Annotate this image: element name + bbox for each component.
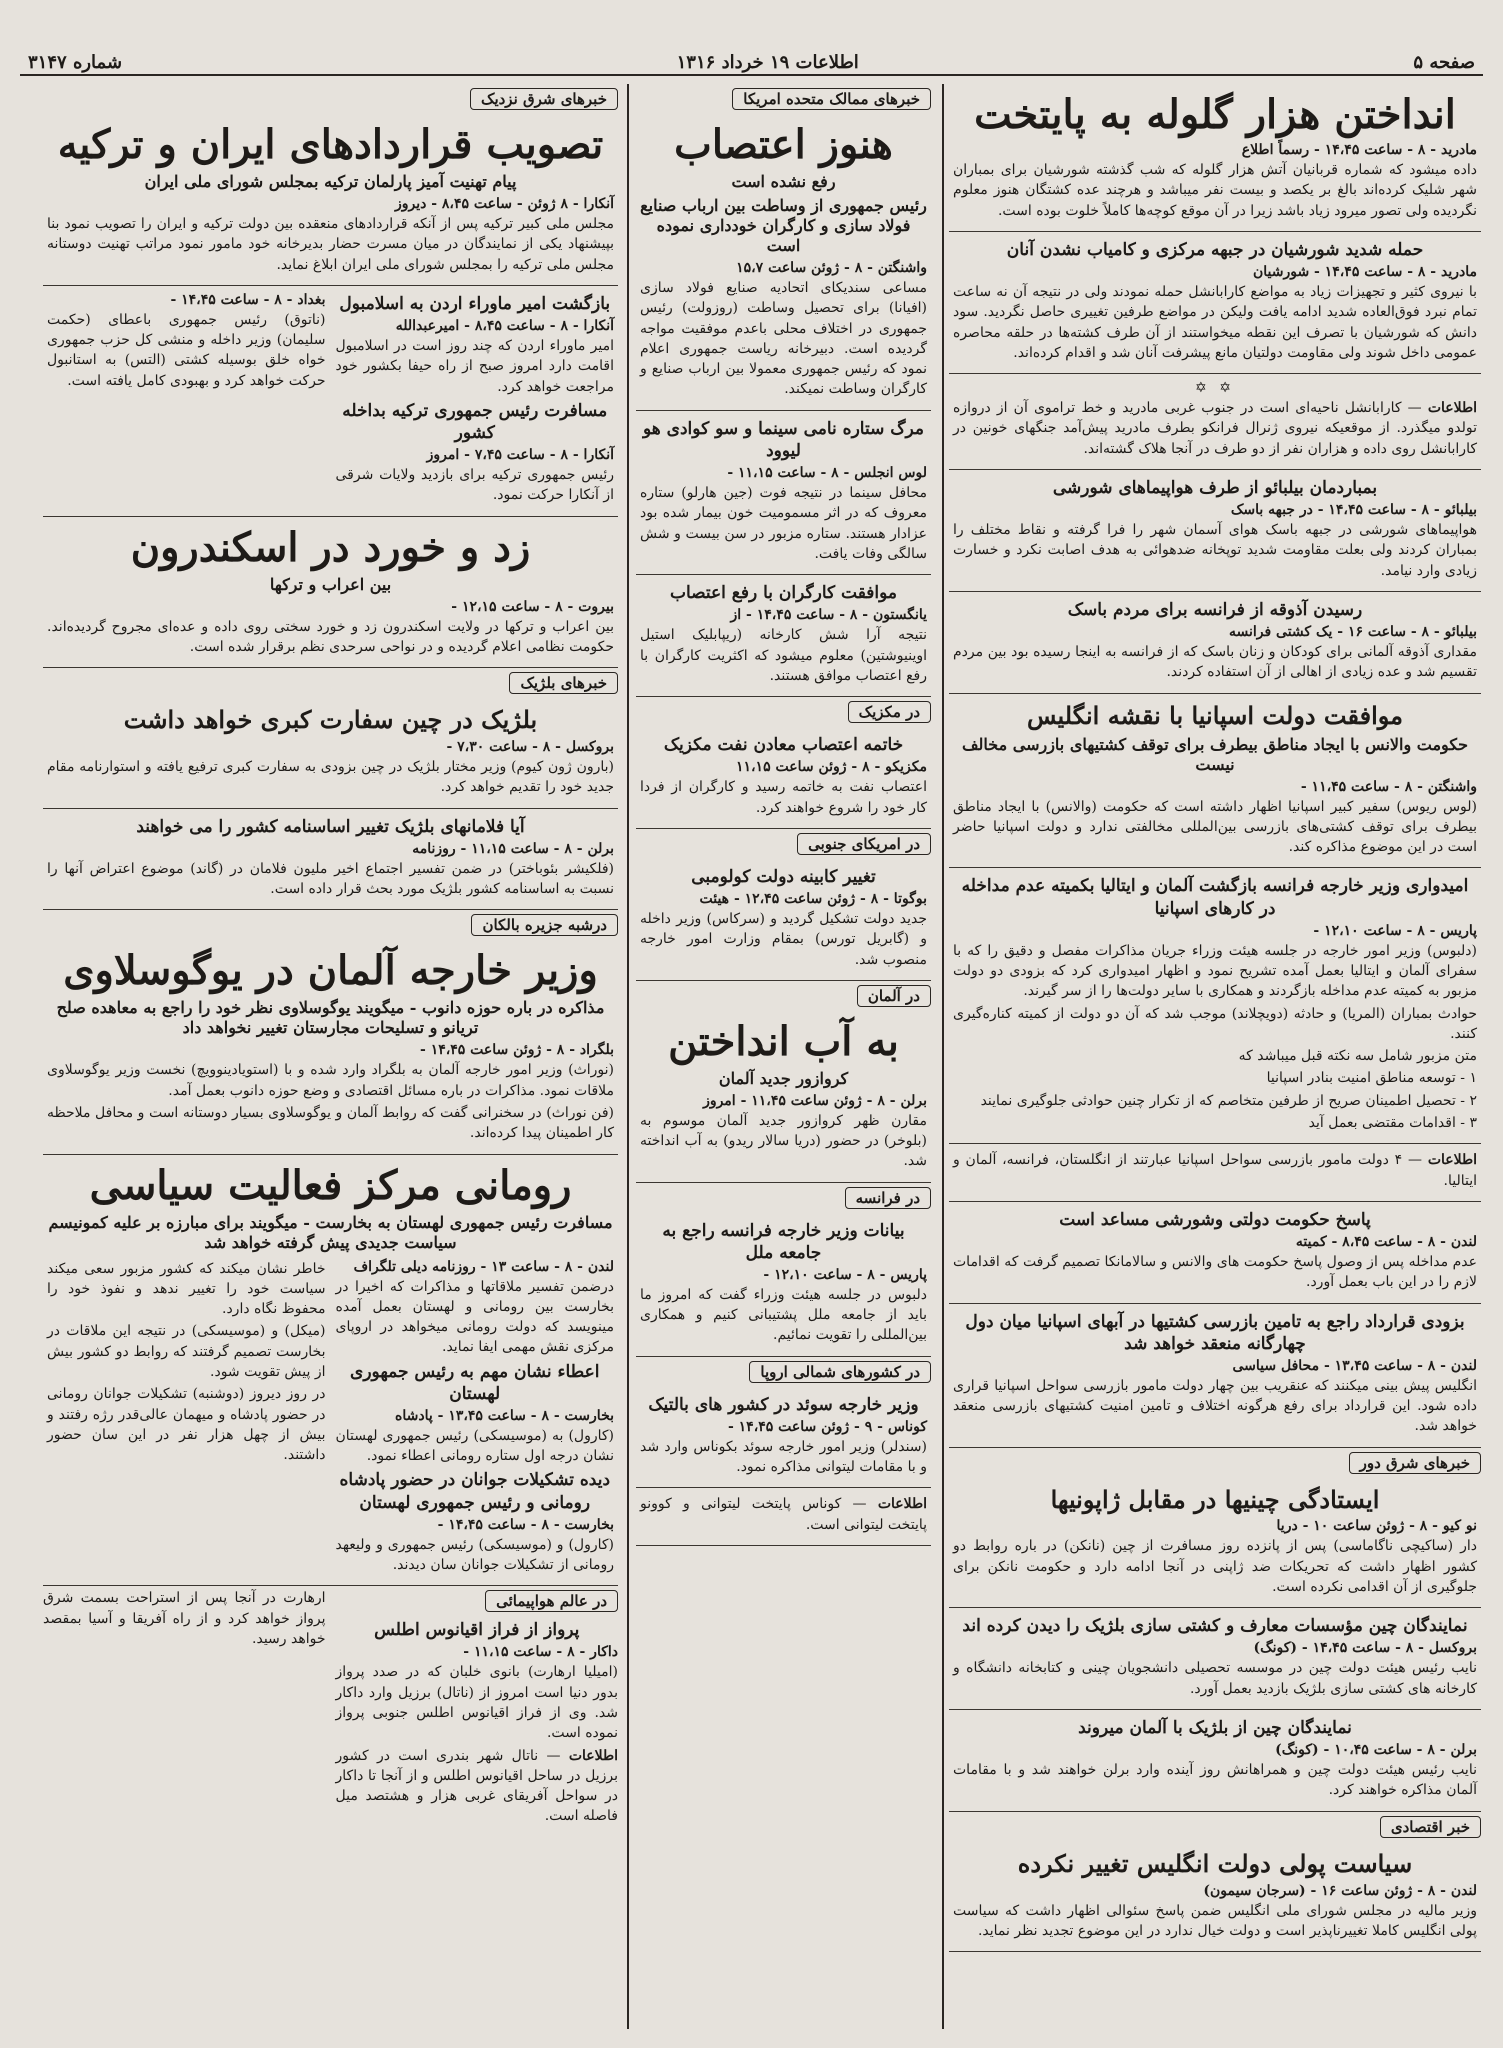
headline: مرگ ستاره نامی سینما و سو کوادی هو لیوود bbox=[643, 418, 924, 461]
article-body-extra: ارهارت در آنجا پس از استراحت بسمت شرق پرواز خواهد کرد و از راه آفریقا و آسیا بمقصد خواهد رسید. bbox=[43, 1590, 326, 1647]
info-label: اطلاعات bbox=[1427, 400, 1477, 417]
sub-column bbox=[47, 1257, 326, 1578]
headline: بلژیک در چین سفارت کبری خواهد داشت bbox=[123, 705, 538, 735]
dateline: برلن - ۸ - ساعت ۱۱،۱۵ - روزنامه bbox=[412, 840, 614, 857]
info-body: — کوناس پایتخت لیتوانی و کوونو پایتخت لیتوانی است. bbox=[640, 1496, 927, 1533]
article-body: (کارول) و (موسیسکی) رئیس جمهوری و ولیعهد رومانی از تشکیلات جوانان سان دیدند. bbox=[335, 1536, 614, 1573]
article-info-carabanchel bbox=[949, 374, 1481, 470]
article-iskenderun bbox=[43, 517, 618, 669]
headline: حمله شدید شورشیان در جبهه مرکزی و کامیاب نشدن آنان bbox=[1006, 239, 1424, 260]
kicker: حکومت والانس با ایجاد مناطق بیطرف برای توقف کشتیهای بازرسی مخالف نیست bbox=[961, 734, 1469, 774]
dateline: لندن - ۸ - ژوئن ساعت ۱۶ - (سرجان سیمون) bbox=[1203, 1882, 1477, 1899]
dateline: مکزیکو - ۸ - ژوئن ساعت ۱۱،۱۵ bbox=[736, 759, 927, 776]
headline: وزیر خارجه آلمان در یوگوسلاوی bbox=[63, 947, 598, 995]
dateline: لندن - ۸ - ساعت ۸،۴۵ - کمیته bbox=[1295, 1233, 1477, 1250]
info-block bbox=[953, 398, 1477, 459]
article-body: (امیلیا ارهارت) بانوی خلبان که در صدد پرواز بدور دنیا است امروز از (ناتال) برزیل وارد داکار شد. وی از فراز اقیانوس اطلس جنوبی پرواز نموده است. bbox=[335, 1664, 618, 1742]
right-column bbox=[949, 84, 1481, 2029]
headline: امیدواری وزیر خارجه فرانسه بازگشت آلمان و ایتالیا بکمیته عدم مداخله در کارهای اسپانیا bbox=[961, 876, 1469, 919]
headline: بازگشت امیر ماوراء اردن به اسلامبول bbox=[339, 293, 611, 314]
article-food-aid bbox=[949, 592, 1481, 694]
dateline: بوگوتا - ۸ - ژوئن ساعت ۱۲،۴۵ - هیئت bbox=[699, 890, 927, 907]
article-body: (دلبوس) وزیر امور خارجه در جلسه هیئت وزراء جریان مذاکرات مفصل و دقیق را که با سفرای آلمان و ایتالیا بعمل آمده تشریح نمود و اظهار امیدواری کرد که بزودی دو دولت مزبور به کمیته عدم مداخله بازگردند و همکاری با سایر دولت‌ها را از سر گیرند. bbox=[953, 942, 1477, 1000]
article-body: دلبوس در جلسه هیئت وزراء گفت که امروز ما باید از جامعه ملل پشتیبانی کنیم و همکاری بین‌المللی را تقویت نمائیم. bbox=[640, 1286, 927, 1344]
sub-column bbox=[336, 1257, 615, 1578]
article-pound bbox=[949, 1842, 1481, 1952]
article-body: (میکل) و (موسیسکی) در نتیجه این ملاقات در بخارست تصمیم گرفتند که روابط دو کشور بیش از پیش تقویت شود. bbox=[47, 1323, 326, 1380]
article-body: (ناتوق) رئیس جمهوری باعطای (حکمت سلیمان) وزیر داخله و منشی کل حزب جمهوری خواه خلق بوسیله کشتی (التس) به استانبول حرکت خواهد کرد و بهبودی کامل یافته است. bbox=[47, 311, 326, 389]
article-belgium-china bbox=[43, 698, 618, 808]
kicker: رفع نشده است bbox=[731, 172, 836, 191]
article-body: نایب رئیس هیئت دولت چین در موسسه تحصیلی دانشجویان چینی و کتابخانه دانشگاه و کارخانه های کشتی سازی بلژیک بازدید بعمل آورد. bbox=[953, 1660, 1477, 1697]
article-bilbao bbox=[949, 470, 1481, 592]
info-block bbox=[953, 1150, 1477, 1191]
article-body: (بارون ژون کیوم) وزیر مختار بلژیک در چین بزودی به سفارت کبری ترفیع یافته و استوارنامه مقام جدید خود را تقدیم خواهد کرد. bbox=[47, 759, 614, 796]
article-info-kaunas bbox=[636, 1488, 931, 1546]
middle-column bbox=[636, 84, 931, 2029]
headline: سیاست پولی دولت انگلیس تغییر نکرده bbox=[1017, 1848, 1413, 1878]
article-body-extra: خاطر نشان میکند که کشور مزبور سعی میکند سیاست خود را تغییر ندهد و نفوذ خود را محفوظ نگاه دارد. bbox=[47, 1260, 326, 1318]
article-body: (سندلر) وزیر امور خارجه سوئد بکوناس وارد شد و با مقامات لیتوانی مذاکره نمود. bbox=[640, 1438, 927, 1476]
article-central-front bbox=[949, 232, 1481, 374]
article-body: داده میشود که شماره قربانیان آتش هزار گلوله که شب گذشته شورشیان برای بمباران شهر شلیک کرده‌اند بالغ بر یکصد و بیست نفر میباشد و هرچند عده کشتگان هنوز معلوم نگردیده ولی تصور میرود زیاد باشد زیرا در آن موقع کوچه‌ها کاملاً خلوت بوده است. bbox=[953, 162, 1477, 219]
headline: زد و خورد در اسکندرون bbox=[130, 523, 531, 571]
dateline: لندن - ۸ - ساعت ۱۳ - روزنامه دیلی تلگراف bbox=[353, 1258, 614, 1275]
article-split bbox=[43, 1586, 618, 1828]
headline: آیا فلامانهای بلژیک تغییر اساسنامه کشور را می خواهند bbox=[136, 816, 525, 837]
dateline: لندن - ۸ - ساعت ۱۳،۴۵ - محافل سیاسی bbox=[1232, 1357, 1477, 1374]
dateline: مادرید - ۸ - ساعت ۱۴،۴۵ - رسماً اطلاع bbox=[1241, 142, 1477, 158]
article-actress bbox=[636, 411, 931, 575]
dateline: بیلبائو - ۸ - ساعت ۱۶ - یک کشتی فرانسه bbox=[1228, 624, 1477, 641]
dateline: بیلبائو - ۸ - ساعت ۱۴،۴۵ - در جبهه باسک bbox=[1230, 502, 1477, 519]
kicker: رئیس جمهوری از وساطت بین ارباب صنایع فولاد سازی و کارگران خودداری نموده است bbox=[640, 196, 927, 255]
article-sweden bbox=[636, 1387, 931, 1489]
article-body: مجلس ملی کبیر ترکیه پس از آنکه قراردادهای منعقده بین دولت ترکیه و ایران را تصویب نمود بنا بپیشنهاد یکی از نمایندگان در میان مسرت حضار بدیرخانه خود مامور نمود مراتب تهنیت دوستانه مجلس ملی ترکیه را بمجلس شورای ملی ایران ابلاغ نماید. bbox=[47, 216, 614, 273]
article-body: (کارول) به (موسیسکی) رئیس جمهوری لهستان نشان درجه اول ستاره رومانی اعطاء نمود. bbox=[335, 1427, 614, 1465]
dateline: بروکسل - ۸ - ساعت ۷،۳۰ - bbox=[446, 739, 614, 756]
dateline: برلن - ۸ - ساعت ۱۰،۴۵ - (کونگ) bbox=[1275, 1742, 1477, 1759]
section-label: در عالم هواپیمائی bbox=[485, 1590, 618, 1612]
article-body-extra: حوادث بمباران (المریا) و حادثه (دویچلاند) موجب شد که آن دو دولت از کمیته کناره‌گیری کنند. bbox=[953, 1005, 1477, 1042]
article-strike bbox=[636, 114, 931, 411]
article-atlantic-cont bbox=[43, 1586, 326, 1828]
headline: موافقت دولت اسپانیا با نقشه انگلیس bbox=[1026, 700, 1404, 730]
point-item: ۱ - توسعه مناطق امنیت بنادر اسپانیا bbox=[1266, 1070, 1477, 1087]
section-wrap bbox=[636, 981, 931, 1011]
section-label: خبرهای ممالک متحده امریکا bbox=[732, 88, 931, 110]
section-wrap bbox=[636, 1357, 931, 1387]
section-label: در امریکای جنوبی bbox=[797, 833, 931, 855]
article-pair bbox=[43, 286, 618, 517]
section-wrap bbox=[636, 1183, 931, 1213]
article-body: هواپیماهای شورشی در جبهه باسک هوای آسمان شهر را فرا گرفته و نقاط مختلف را بمباران کردند ولی بعلت مقاومت شدید توپخانه ضدهوائی به هدف اصابت نکرد و خسارت زیادی وارد نیامد. bbox=[953, 522, 1477, 579]
headline: رومانی مرکز فعالیت سیاسی bbox=[89, 1161, 572, 1209]
article-china-germany bbox=[949, 1710, 1481, 1812]
section-wrap bbox=[949, 1812, 1481, 1842]
section-label: در کشورهای شمالی اروپا bbox=[749, 1361, 931, 1383]
article-colombia bbox=[636, 859, 931, 981]
kicker: بین اعراب و ترکها bbox=[269, 574, 392, 594]
section-label: خبر اقتصادی bbox=[1380, 1816, 1481, 1838]
dateline: آنکارا - ۸ ژوئن - ساعت ۸،۴۵ - دیروز bbox=[394, 196, 614, 212]
article-body: عدم مداخله پس از وصول پاسخ حکومت های والانس و سالامانکا تصمیم گرفت که اقدامات لازم را در این باب بعمل آورد. bbox=[953, 1253, 1477, 1291]
dateline: یانگستون - ۸ - ساعت ۱۴،۴۵ - از bbox=[730, 607, 927, 624]
article-romania bbox=[43, 1155, 618, 1587]
section-label: در آلمان bbox=[857, 985, 931, 1007]
info-label: اطلاعات bbox=[877, 1496, 928, 1513]
point-item: ۲ - تحصیل اطمینان صریح از طرفین متخاصم که از تکرار چنین حوادثی جلوگیری نمایند bbox=[980, 1092, 1477, 1109]
article-body: محافل سینما در نتیجه فوت (جین هارلو) ستاره معروف که در اثر مسمومیت خون بیمار شده بود عزادار هستند. ستاره مزبور در سن بیست و شش سالگی وفات یافت. bbox=[640, 484, 927, 562]
dateline: واشنگتن - ۸ - ژوئن ساعت ۱۵،۷ bbox=[736, 260, 927, 276]
article-replies bbox=[949, 1202, 1481, 1304]
article-body: دار (ساکیچی ناگاماسی) پس از پانزده روز مسافرت از چین (نانکن) در باره روابط دو کشور اظهار داشت که تحریکات ضد ژاپنی در آنجا ادامه دارد و حکومت نانکن برای جلوگیری از آن اقدامی نکرده است. bbox=[953, 1538, 1477, 1596]
article-agreement bbox=[949, 1304, 1481, 1448]
headline: بیانات وزیر خارجه فرانسه راجع به جامعه ملل bbox=[662, 1220, 905, 1263]
article-body: در روز دیروز (دوشنبه) تشکیلات جوانان رومانی در حضور پادشاه و میهمان عالی‌قدر رژه رفتند و بیش از چهل هزار نفر در این سان حضور داشتند. bbox=[47, 1386, 326, 1464]
dateline: آنکارا - ۸ - ساعت ۷،۴۵ - امروز bbox=[426, 447, 614, 464]
article-yugoslavia bbox=[43, 940, 618, 1154]
article-china-delegation bbox=[949, 1608, 1481, 1710]
article-body: نایب رئیس هیئت دولت چین و همراهانش روز آینده وارد برلن خواهند شد و با مقامات آلمان مذاکره خواهند کرد. bbox=[953, 1762, 1477, 1799]
dateline: بغداد - ۸ - ساعت ۱۴،۴۵ - bbox=[170, 291, 326, 308]
section-wrap bbox=[949, 1448, 1481, 1478]
headline: انداختن هزار گلوله به پایتخت bbox=[974, 91, 1456, 138]
article-split bbox=[47, 1257, 614, 1578]
dateline: برلن - ۸ - ژوئن ساعت ۱۱،۴۵ - امروز bbox=[703, 1092, 927, 1109]
article-body: نتیجه آرا شش کارخانه (ریپابلیک استیل اوینیوشتین) معلوم میشود که اکثریت کارگران با رفع اعتصاب موافق هستند. bbox=[640, 627, 927, 684]
info-body: — ۴ دولت مامور بازرسی سواحل اسپانیا عبارتند از انگلستان، فرانسه، آلمان و ایتالیا. bbox=[953, 1152, 1477, 1189]
section-wrap bbox=[43, 84, 618, 114]
points-intro: متن مزبور شامل سه نکته قبل میباشد که bbox=[1238, 1048, 1477, 1065]
article-body: جدید دولت تشکیل گردید و (سرکاس) وزیر داخله و (گابریل تورس) بمقام وزارت امور خارجه منصوب شد. bbox=[640, 910, 927, 968]
masthead-date: اطلاعات ۱۹ خرداد ۱۳۱۶ bbox=[676, 51, 859, 73]
article-body: (فلکیشر بئوباختر) در ضمن تفسیر اجتماع اخیر ملیون فلامان در (گاند) موضوع اعتراض آنها را نسبت به اساسنامه کشور بلژیک مورد بحث قرار داده است. bbox=[47, 860, 614, 898]
article-body: رئیس جمهوری ترکیه برای بازدید ولایات شرقی از آنکارا حرکت نمود. bbox=[335, 467, 614, 504]
headline: بزودی قرارداد راجع به تامین بازرسی کشتیها در آبهای اسپانیا میان دول چهارگانه منعقد خواهد شد bbox=[965, 1311, 1465, 1354]
section-label: خبرهای بلژیک bbox=[509, 672, 618, 694]
article-delbos bbox=[636, 1213, 931, 1357]
kicker: مسافرت رئیس جمهوری لهستان به بخارست - میگویند برای مبارزه بر علیه کمونیسم سیاست جدیدی پیش گرفته خواهد شد bbox=[48, 1212, 613, 1252]
article-china bbox=[949, 1478, 1481, 1609]
headline: موافقت کارگران با رفع اعتصاب bbox=[669, 583, 898, 604]
article-workers bbox=[636, 575, 931, 697]
article-treaties bbox=[43, 114, 618, 286]
headline: خاتمه اعتصاب معادن نفت مکزیک bbox=[663, 735, 904, 756]
section-wrap bbox=[43, 668, 618, 698]
dateline: بخارست - ۸ - ساعت ۱۴،۴۵ - bbox=[437, 1516, 614, 1533]
headline: اعطاء نشان مهم به رئیس جمهوری لهستان bbox=[350, 1361, 600, 1404]
article-launch bbox=[636, 1011, 931, 1183]
article-iraq bbox=[47, 290, 326, 508]
article-body: مقداری آذوقه آلمانی برای کودکان و زنان باسک که از فرانسه به اینجا رسیده بود بین مردم تقسیم شد و عده زیادی از اهالی از آن استفاده کردند. bbox=[953, 644, 1477, 681]
section-wrap bbox=[336, 1586, 619, 1616]
section-wrap bbox=[636, 697, 931, 727]
article-body: امیر ماوراء اردن که چند روز است در اسلامبول اقامت دارد امروز صبح از راه حیفا بکشور خود مراجعت خواهد کرد. bbox=[335, 337, 614, 395]
headline: دیده تشکیلات جوانان در حضور پادشاه رومانی و رئیس جمهوری لهستان bbox=[339, 1470, 611, 1513]
headline: نمایندگان چین از بلژیک با آلمان میروند bbox=[1078, 1718, 1352, 1739]
column-rule bbox=[942, 84, 944, 2029]
masthead bbox=[20, 50, 1483, 76]
article-body: اعتصاب نفت به خاتمه رسید و کارگران از فردا کار خود را شروع خواهند کرد. bbox=[640, 779, 927, 816]
page-label: صفحه ۵ bbox=[1413, 51, 1475, 73]
info-block bbox=[640, 1494, 927, 1535]
dateline: بخارست - ۸ - ساعت ۱۳،۴۵ - پادشاه bbox=[395, 1407, 614, 1424]
dateline: پاریس - ۸ - ساعت ۱۲،۱۰ - bbox=[763, 1266, 927, 1283]
section-label: خبرهای شرق نزدیک bbox=[470, 88, 618, 110]
dateline: لوس انجلس - ۸ - ساعت ۱۱،۱۵ - bbox=[727, 464, 927, 481]
section-label: در فرانسه bbox=[845, 1187, 931, 1209]
star-divider: ✡ ✡ bbox=[1195, 380, 1235, 397]
dateline: بروکسل - ۸ - ساعت ۱۴،۴۵ - (کونگ) bbox=[1253, 1640, 1477, 1657]
article-body: انگلیس پیش بینی میکنند که عنقریب بین چهار دولت مامور بازرسی سواحل اسپانیا قراری داده شود. این قرارداد برای رفع هرگونه اختلاف و تامین امنیت کشتیهای بازرسی منعقد خواهد شد. bbox=[953, 1377, 1477, 1435]
headline: وزیر خارجه سوئد در کشور های بالتیک bbox=[648, 1394, 919, 1415]
section-wrap bbox=[636, 829, 931, 859]
point-item: ۳ - اقدامات مقتضی بعمل آید bbox=[1308, 1114, 1477, 1131]
kicker: کروازور جدید آلمان bbox=[718, 1068, 849, 1088]
section-wrap bbox=[636, 84, 931, 114]
article-shells-capital bbox=[949, 84, 1481, 232]
article-body: (نوراث) وزیر امور خارجه آلمان به بلگراد وارد شده و با (استویادینوویچ) نخست وزیر یوگوسلاوی ملاقات نمود. مذاکرات در باره مسائل اقتصادی و وضع حوزه دانوب بعمل آمد. bbox=[47, 1062, 614, 1099]
headline: پرواز از فراز اقیانوس اطلس bbox=[374, 1620, 580, 1641]
dateline: واشنگتن - ۸ - ساعت ۱۱،۴۵ - bbox=[1300, 778, 1477, 795]
section-label: خبرهای شرق دور bbox=[1349, 1452, 1481, 1474]
column-rule bbox=[627, 84, 629, 2029]
info-body: — ناتال شهر بندری است در کشور برزیل در ساحل اقیانوس اطلس و از آنجا تا داکار در سواحل آفریقای غربی هزار و هشتصد میل فاصله است. bbox=[335, 1747, 618, 1825]
article-info-powers bbox=[949, 1144, 1481, 1202]
section-label: در مکزیک bbox=[848, 701, 931, 723]
article-mexico bbox=[636, 727, 931, 829]
headline: هنوز اعتصاب bbox=[674, 121, 893, 168]
headline: بمباردمان بیلبائو از طرف هواپیماهای شورشی bbox=[1052, 478, 1378, 499]
left-column bbox=[43, 84, 618, 2029]
article-body: مساعی سندیکای اتحادیه صنایع فولاد سازی (افیانا) برای تحصیل وساطت (روزولت) رئیس جمهوری در اختلاف محلی باعدم موفقیت مواجه گردیده است. دبیرخانه ریاست جمهوری اعلام نمود که رئیس جمهوری معمولا بین ارباب صنایع و کارگران وساطت نمیکند. bbox=[640, 280, 927, 398]
headline: رسیدن آذوقه از فرانسه برای مردم باسک bbox=[1067, 600, 1363, 621]
headline: تغییر کابینه دولت کولومبی bbox=[691, 866, 876, 887]
article-body: با نیروی کثیر و تجهیزات زیاد به مواضع کارابانشل حمله نمودند ولی در نتیجه آن نه ساعت تمام نبرد فوق‌العاده شدید ادامه یافت ولیکن در مواضع طرفین تغییری حاصل نگردید. سود دانش که شورشیان با تصرف این نقطه میخواستند از آن طرف کشته‌ها در حلقه محاصره عمومی داخل شوند ولی مقاومت دولتیان مانع پیشرفت آنان شد و اقدام کرده‌اند. bbox=[953, 283, 1477, 361]
section-label: درشبه جزیره بالکان bbox=[471, 914, 618, 936]
article-body: مقارن ظهر کروازور جدید آلمان موسوم به (بلوخر) در حضور (دریا سالار ریدو) به آب انداخته شد. bbox=[640, 1112, 927, 1170]
article-france-italy bbox=[949, 868, 1481, 1144]
dateline: کوناس - ۹ - ژوئن ساعت ۱۴،۴۵ - bbox=[727, 1418, 927, 1435]
article-body: درضمن تفسیر ملاقاتها و مذاکرات که اخیرا در بخارست بین رومانی و لهستان بعمل آمده مینویسد که دولت رومانی میخواهد در اروپای مرکزی نقش مهمی ایفا نماید. bbox=[335, 1278, 614, 1356]
headline: نمایندگان چین مؤسسات معارف و کشتی سازی بلژیک را دیدن کرده اند bbox=[962, 1616, 1468, 1637]
article-emir bbox=[336, 290, 615, 508]
kicker: پیام تهنیت آمیز پارلمان ترکیه بمجلس شورای ملی ایران bbox=[144, 172, 517, 191]
headline: تصویب قراردادهای ایران و ترکیه bbox=[57, 121, 604, 168]
kicker: مذاکره در باره حوزه دانوب - میگویند یوگوسلاوی نظر خود را راجع به معاهده صلح تریانو و تسلیحات مجارستان تغییر نخواهد داد bbox=[56, 998, 605, 1038]
headline: پاسخ حکومت دولتی وشورشی مساعد است bbox=[1059, 1209, 1371, 1230]
article-body: وزیر مالیه در مجلس شورای ملی انگلیس ضمن پاسخ سئوالی اظهار داشت که سیاست پولی انگلیس کاملا تغییرناپذیر است و دولت خیال ندارد در این موضوع تجدید نظر نماید. bbox=[953, 1902, 1477, 1939]
dateline: آنکارا - ۸ - ساعت ۸،۴۵ - امیرعبدالله bbox=[395, 317, 614, 334]
info-body: — کارابانشل ناحیه‌ای است در جنوب غربی مادرید و خط تراموی آن از دروازه تولدو میگذرد. از موقعیکه نیروی ژنرال فرانکو بطرف مادرید پیش‌آمد جنگهای خونین در کارابانشل روی داده و هزاران نفر از دو طرف در آنجا هلاک گشته‌اند. bbox=[953, 400, 1477, 457]
article-spain-britain bbox=[949, 694, 1481, 869]
dateline: پاریس - ۸ - ساعت ۱۲،۱۰ - bbox=[1313, 922, 1477, 939]
article-body: بین اعراب و ترکها در ولایت اسکندرون زد و خورد سختی روی داده و عده‌ای مجروح گردیده‌اند. حکومت نظامی اعلام گردیده و در نواحی سرحدی نظم برقرار شده است. bbox=[47, 618, 614, 655]
info-label: اطلاعات bbox=[568, 1747, 618, 1764]
section-wrap bbox=[43, 910, 618, 940]
headline: به آب انداختن bbox=[668, 1017, 899, 1065]
info-label: اطلاعات bbox=[1427, 1152, 1478, 1169]
dateline: مادرید - ۸ - ساعت ۱۴،۴۵ - شورشیان bbox=[1252, 263, 1477, 280]
headline: ایستادگی چینیها در مقابل ژاپونیها bbox=[1050, 1484, 1380, 1514]
article-flemish bbox=[43, 809, 618, 911]
dateline: داکار - ۸ - ساعت ۱۱،۱۵ - bbox=[463, 1644, 618, 1661]
headline: مسافرت رئیس جمهوری ترکیه بداخله کشور bbox=[342, 400, 608, 443]
info-block bbox=[336, 1746, 619, 1827]
article-atlantic bbox=[336, 1586, 619, 1828]
dateline: بیروت - ۸ - ساعت ۱۲،۱۵ - bbox=[451, 598, 614, 615]
dateline: بلگراد - ۸ - ژوئن ساعت ۱۴،۴۵ - bbox=[420, 1042, 614, 1059]
dateline: نو کیو - ۸ - ژوئن ساعت ۱۰ - دریا bbox=[1276, 1518, 1477, 1535]
issue-number: شماره ۳۱۴۷ bbox=[28, 51, 123, 73]
article-body: (لوس ریوس) سفیر کبیر اسپانیا اظهار داشته است که حکومت (والانس) با ایجاد مناطق بیطرف برای توقف کشتی‌های بازرسی بین‌المللی مخالفتی ندارد و دولت اسپانیا حاضر است در این موضوع مذاکره کند. bbox=[953, 798, 1477, 856]
article-body-extra: (فن نوراث) در سخنرانی گفت که روابط آلمان و یوگوسلاوی بسیار دوستانه است و محافل ملاحظه کار اطمینان پیدا کرده‌اند. bbox=[47, 1104, 614, 1142]
